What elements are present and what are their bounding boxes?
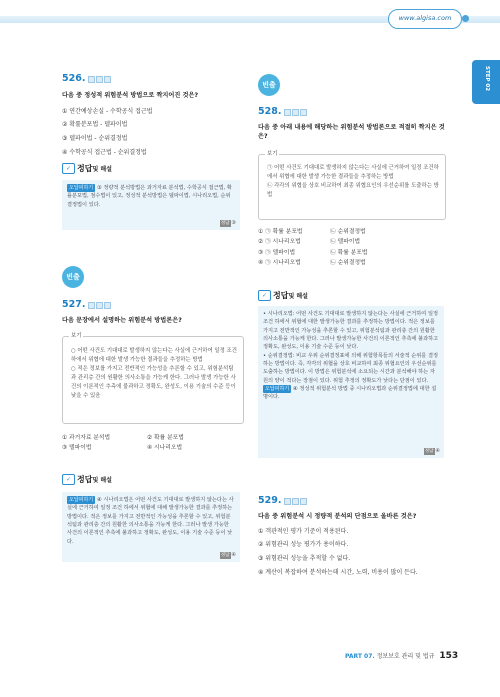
option-4: ④ 계산이 복잡하여 분석하는데 시간, 노력, 비용이 많이 든다. [258, 568, 418, 576]
checkbox-icon[interactable] [284, 109, 291, 116]
checkbox-icon[interactable] [104, 76, 111, 83]
answer-title [273, 290, 308, 302]
tip-tag: 오답피하기 [69, 497, 94, 503]
part-title: 정보보호 관리 및 법규 [376, 653, 435, 660]
answer-value: ④ [231, 551, 236, 558]
answer-label: 정답 [220, 552, 230, 558]
answer-title-main: 정답 [77, 164, 93, 173]
explanation-item-1: • 시나리오법: 어떤 사건도 기대대로 발생하지 않는다는 사실에 근거하여 일정조건 하에서 위협에 대한 발생가능한 결과를 추정하는 방법이다. 적은 정보를 가지고 전반적인 가능성을 추론할 수 있고, 위험분석팀과 관리층 간의 원활한 의사소통을 가능케 한다. 그러나 발생가능한 사건의 이론적인 추측에 불과하고 정확도, 완성도, 이용 기술 수준 등이 낮다. [263, 311, 439, 351]
question-text: 다음 중 위험분석 시 정량적 분석의 단점으로 올바른 것은? [258, 512, 417, 520]
checkbox-icon[interactable] [292, 498, 299, 505]
checkbox-icon[interactable] [96, 76, 103, 83]
question-number: 529. [258, 495, 282, 506]
checkbox-icon[interactable] [284, 498, 291, 505]
reference-item-1: ㉠ 어떤 사건도 기대대로 발생하지 않는다는 사실에 근거하여 일정 조건하에서 위협에 대한 발생 가능한 결과들을 추정하는 방법 [267, 165, 439, 180]
answer-value: ④ [435, 447, 440, 454]
answer-heading [62, 163, 112, 175]
answer-title-main: 정답 [77, 475, 93, 484]
question-number: 528. [258, 106, 282, 117]
option-1-b: ㉡ 순위결정법 [330, 229, 366, 235]
page-footer [345, 650, 458, 663]
answer-icon: ✓ [62, 163, 75, 174]
checkbox-icon[interactable] [292, 109, 299, 116]
option-4-a: ④ ㉠ 시나리오법 [258, 260, 301, 267]
answer-title-small: 및 해설 [92, 477, 112, 484]
answer-icon: ✓ [62, 474, 75, 485]
option-3: ③ 델파이법 [62, 445, 92, 452]
option-1: ① 객관적인 평가 기준이 적용된다. [258, 527, 349, 535]
checkbox-icon[interactable] [104, 302, 111, 309]
question-text: 다음 중 아래 내용에 해당하는 위험분석 방법론으로 적절히 짝지은 것은? [258, 123, 445, 140]
option-1: ① 연간예상손실 - 수학공식 접근법 [62, 107, 153, 115]
answer-title-main: 정답 [273, 291, 289, 300]
answer-title-small: 및 해설 [92, 166, 112, 173]
answer-badge [220, 219, 236, 227]
question-526 [62, 72, 242, 158]
option-2: ② 확률 분포법 [147, 435, 184, 441]
explanation-item-2: • 순위결정법: 비교 우위 순위결정표에 의해 위험항목들의 서술적 순위를 결정하는 방법이다. 즉, 각각의 위협을 상호 비교하여 최종 위협요인의 우선순위를 도출하는 방법이다. 이 방법은 위험분석에 소요되는 시간과 분석해야 하는 자원의 양이 적다는 장점이 있다. 위험 추정의 정확도가 낮다는 단점이 있다. [263, 352, 438, 384]
checkbox-icon[interactable] [96, 302, 103, 309]
option-4: ④ 수학공식 접근법 - 순위결정법 [62, 148, 147, 156]
option-1: ① 과거자료 분석법 [62, 435, 111, 441]
explanation-note: ④ 정성적 위험분석 방법 중 시나리오법과 순위결정법에 대한 설명이다. [263, 385, 437, 401]
question-text: 다음 문장에서 설명하는 위험분석 방법론은? [62, 316, 182, 324]
option-4: ④ 시나리오법 [147, 445, 183, 452]
question-529 [258, 494, 458, 578]
checkbox-icon[interactable] [88, 302, 95, 309]
answer-icon: ✓ [258, 290, 271, 301]
frequent-badge: 빈출 [62, 266, 84, 288]
checkbox-icon[interactable] [300, 109, 307, 116]
explanation-box [258, 306, 444, 458]
option-2-b: ㉡ 델파이법 [330, 239, 361, 246]
reference-item-2: ○ 적은 정보를 가지고 전반적인 가능성을 추론할 수 있고, 위험분석팀과 관리층 간의 원활한 의사소통을 가능케 한다. 그러나 발생 가능한 사건의 이론적인 추측에 불과하고 정확도, 완성도, 이용 기술의 수준 등이 낮을 수 있음 [71, 365, 236, 399]
question-528 [258, 105, 446, 142]
url-dot-icon [462, 15, 469, 22]
reference-box [258, 151, 446, 220]
step-tab [472, 60, 500, 104]
option-list [258, 228, 408, 268]
answer-badge [220, 551, 236, 559]
question-text: 다음 중 정성적 위험분석 방법으로 짝지어진 것은? [62, 91, 199, 99]
option-2: ② 위험관리 성능 평가가 용이하다. [258, 541, 349, 549]
step-tab-label: STEP 02 [484, 66, 490, 92]
option-2: ② 확률분포법 - 델파이법 [62, 121, 128, 129]
answer-value: ③ [231, 219, 236, 226]
option-3-b: ㉡ 확률 분포법 [330, 249, 368, 256]
explanation-box [62, 492, 240, 562]
option-4-b: ㉡ 순위결정법 [330, 260, 366, 267]
question-527 [62, 298, 242, 326]
reference-item-1: ○ 어떤 사건도 기대대로 발생하지 않는다는 사실에 근거하여 일정 조건 하에서 위협에 대한 발생 가능한 결과들을 추정하는 방법 [71, 348, 237, 363]
option-2-a: ② ㉠ 시나리오법 [258, 239, 301, 246]
option-list [62, 434, 232, 453]
answer-heading [62, 474, 112, 486]
checkbox-icon[interactable] [88, 76, 95, 83]
tip-tag: 오답피하기 [265, 385, 290, 392]
option-1-a: ① ㉠ 확률 분포법 [258, 229, 303, 235]
answer-title-small: 및 해설 [288, 293, 308, 300]
option-3: ③ 위험관리 성능을 추적할 수 없다. [258, 555, 351, 563]
answer-title [77, 474, 112, 486]
frequent-badge: 빈출 [258, 74, 280, 96]
option-3-a: ③ ㉠ 델파이법 [258, 249, 296, 256]
answer-label: 정답 [424, 448, 434, 454]
answer-label: 정답 [220, 220, 230, 226]
page-number: 153 [439, 651, 459, 661]
site-url: www.algisa.com [388, 9, 462, 29]
checkbox-icon[interactable] [300, 498, 307, 505]
page-header [0, 0, 500, 40]
part-label: PART 07. [345, 653, 375, 660]
option-3: ③ 델파이법 - 순위결정법 [62, 135, 128, 143]
explanation-text: ④ 시나리오법은 어떤 사건도 기대대로 발생하지 않는다는 사실에 근거하여 일정 조건 하에서 위협에 대해 발생가능한 결과를 추정하는 방법이다. 적은 정보를 가지고 전반적인 가능성을 추론할 수 있고, 위험분석팀과 관리층 간의 원활한 의사소통을 가능케 한다. 그러나 발생 가능한 사건의 이론적인 추측에 불과하고 정확도, 완성도, 이용 기술 수준 등이 낮다. [67, 497, 234, 545]
question-number: 527. [62, 299, 86, 310]
question-number: 526. [62, 73, 86, 84]
explanation-text: ③ 정량적 분석방법은 과거자료 분석법, 수학공식 접근법, 확률분포법, 점수법이 있고, 정성적 분석방법은 델파이법, 시나리오법, 순위결정법이 있다. [67, 185, 232, 208]
reference-box [62, 333, 244, 424]
answer-badge [424, 447, 440, 455]
reference-label: 보기 [71, 333, 82, 339]
explanation-box [62, 180, 240, 230]
answer-heading [258, 290, 308, 302]
tip-tag: 오답피하기 [69, 185, 94, 191]
reference-label: 보기 [267, 151, 278, 157]
reference-item-2: ㉡ 각각의 위협을 상호 비교하여 최종 위협요인의 우선순위를 도출하는 방법 [267, 182, 439, 198]
answer-title [77, 163, 112, 175]
